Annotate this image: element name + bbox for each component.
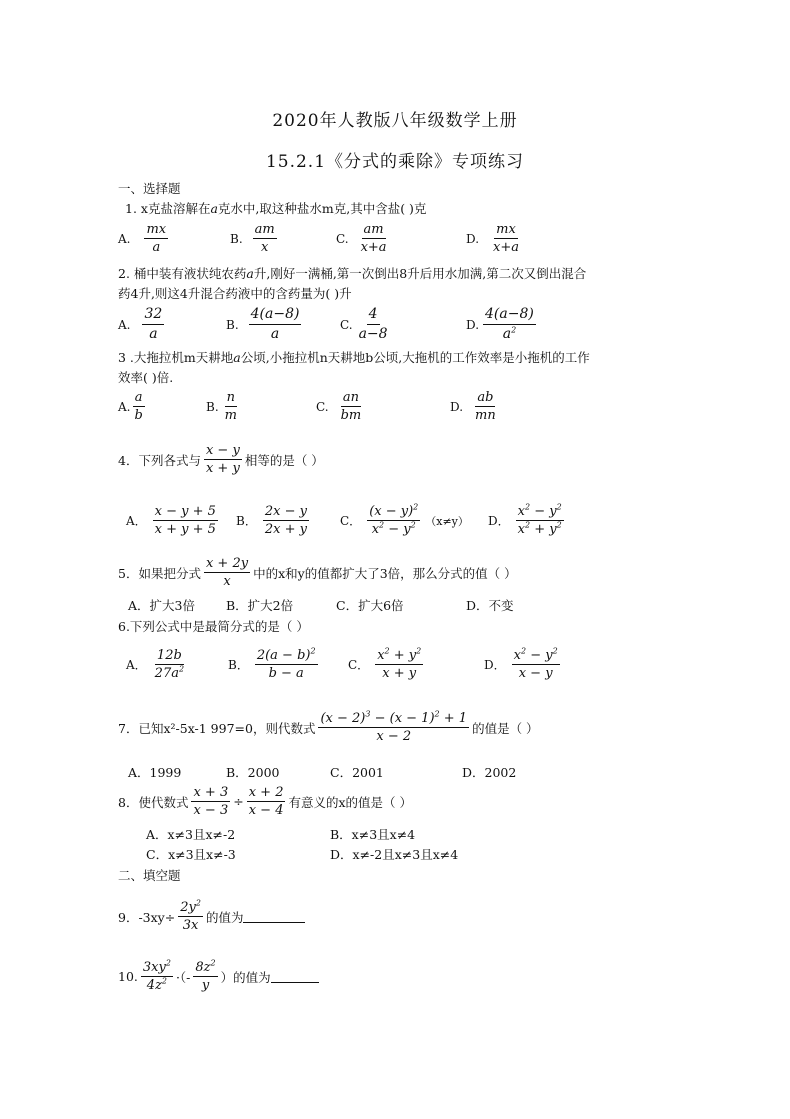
question-3-line1: 3 .大拖拉机m天耕地a公顷,小拖拉机n天耕地b公顷,大拖机的工作效率是小拖机的工作 [118,350,590,365]
q6-option-c: C． $\frac{x^2 + y^2}{x + y}$ [348,646,422,681]
question-9: 9．-3xy÷ $\frac{2y^2}{3x}$ 的值为 [118,900,305,933]
q7-option-b: B．2000 [226,765,280,780]
q6-option-b: B． $\frac{2(a - b)^2}{b - a}$ [228,646,316,681]
question-6: 6.下列公式中是最简分式的是（ ） [118,619,309,634]
q6-option-a: A． $\frac{12b}{27a^2}$ [126,648,185,681]
question-7: 7．已知x²-5x-1 997=0，则代数式 $\frac{(x - 2)^3 - (x - 1)^2 + 1}{x - 2}$ 的值是（ ） [118,709,539,744]
q5-option-c: C．扩大6倍 [336,598,404,613]
q4-option-d: D． $\frac{x^2 - y^2}{x^2 + y^2}$ [488,502,562,537]
question-1: 1. x克盐溶解在a克水中,取这种盐水m克,其中含盐( )克 [125,201,427,216]
q3-option-b: B. $\frac{n}{m}$ [206,390,237,423]
q6-option-d: D． $\frac{x^2 - y^2}{x - y}$ [484,646,558,681]
q3-option-d: D. $\frac{ab}{mn}$ [450,390,496,423]
q2-option-c: C. $\frac{4}{a-8}$ [340,306,388,342]
q8-option-d: D．x≠-2且x≠3且x≠4 [330,847,459,862]
question-8: 8．使代数式 $\frac{x + 3}{x - 3}$ ÷ $\frac{x + 2}{x - 4}$ 有意义的x的值是（ ） [118,785,412,818]
q10-answer-blank[interactable] [271,970,319,983]
q5-option-b: B．扩大2倍 [226,598,294,613]
q7-option-c: C．2001 [330,765,384,780]
q5-option-d: D．不变 [466,598,514,613]
q7-option-a: A．1999 [128,765,182,780]
q1-option-c: C. $\frac{am}{x+a}$ [336,222,387,255]
section-heading-fill: 二、填空题 [118,868,181,883]
page-title: 2020年人教版八年级数学上册 [272,111,518,131]
section-heading-choice: 一、选择题 [118,181,181,196]
q3-option-a: A. $\frac{a}{b}$ [118,390,143,423]
q8-option-a: A．x≠3且x≠-2 [146,827,236,842]
q1-option-a: A. $\frac{mx}{a}$ [118,222,167,255]
q4-option-b: B． $\frac{2x - y}{2x + y}$ [236,504,307,537]
q8-option-c: C．x≠3且x≠-3 [146,847,236,862]
q2-option-b: B. $\frac{4(a-8)}{a}$ [226,306,300,342]
question-5: 5．如果把分式 $\frac{x + 2y}{x}$ 中的x和y的值都扩大了3倍，那么分式的值（ ） [118,556,517,589]
q9-answer-blank[interactable] [243,910,305,923]
q5-option-a: A．扩大3倍 [128,598,195,613]
q1-option-b: B. $\frac{am}{x}$ [230,222,275,255]
q4-option-c: C． $\frac{(x - y)^2}{x^2 - y^2}$ （x≠y） [340,502,469,537]
q2-option-d: D. $\frac{4(a-8)}{a^2}$ [466,306,534,342]
question-2-line1: 2. 桶中装有液状纯农药a升,刚好一满桶,第一次倒出8升后用水加满,第二次又倒出混合 [118,266,587,281]
question-4: 4．下列各式与 $\frac{x - y}{x + y}$ 相等的是（ ） [118,443,324,476]
q2-option-a: A. $\frac{32}{a}$ [118,306,163,342]
q3-option-c: C. $\frac{an}{bm}$ [316,390,362,423]
q1-option-d: D. $\frac{mx}{x+a}$ [466,222,519,255]
page-subtitle: 15.2.1《分式的乘除》专项练习 [265,152,525,172]
q4-option-a: A． $\frac{x - y + 5}{x + y + 5}$ [126,504,216,537]
q7-option-d: D．2002 [462,765,517,780]
question-3-line2: 效率( )倍. [118,370,174,385]
question-2-line2: 药4升,则这4升混合药液中的含药量为( )升 [118,286,352,301]
q8-option-b: B．x≠3且x≠4 [330,827,416,842]
question-10: 10. $\frac{3xy^2}{4z^2}$ ·（- $\frac{8z^2}{y}$ ）的值为 [118,960,319,993]
